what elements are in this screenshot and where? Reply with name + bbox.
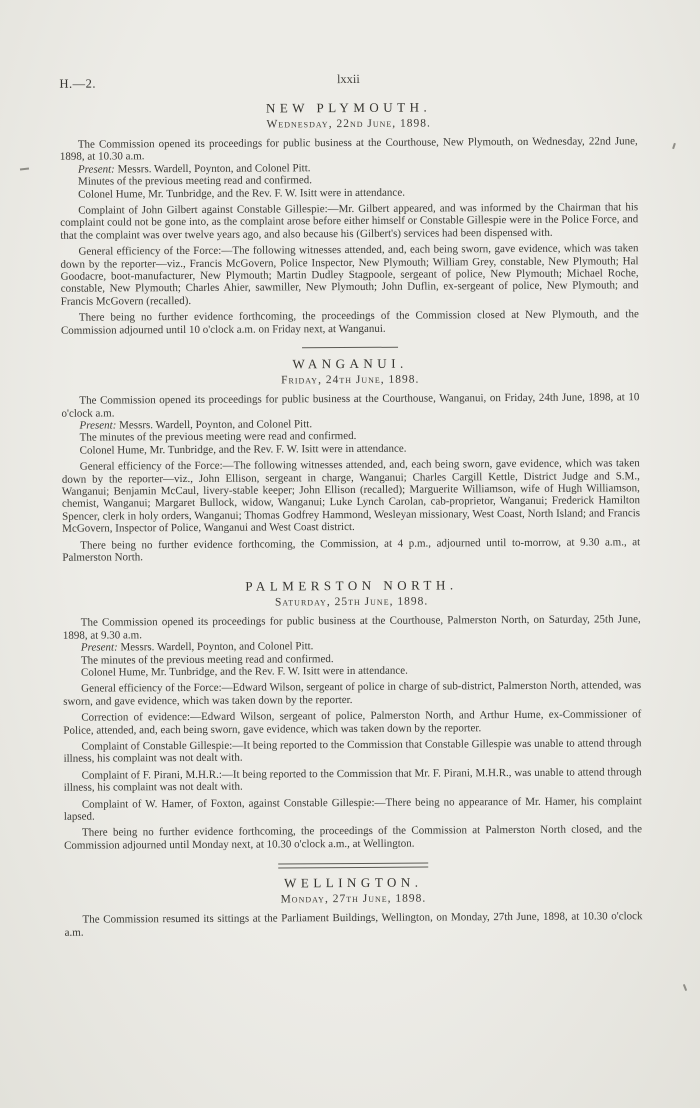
- scan-artifact: [672, 143, 676, 149]
- paragraph: The Commission opened its proceedings for public business at the Courthouse, Palmerston North, on Saturday, 25th June, 1898, at 9.30 a.m.: [62, 613, 641, 642]
- paragraph-text: Messrs. Wardell, Poynton, and Colonel Pitt.: [114, 162, 311, 176]
- paragraph: The Commission opened its proceedings for public business at the Courthouse, New Plymouth, on Wednesday, 22nd June, 1898, at 10.30 a.m.: [59, 135, 638, 164]
- section-palmerston-north: [62, 577, 642, 852]
- section-divider-double: [278, 863, 428, 869]
- paragraph: General efficiency of the Force:—The following witnesses attended, and, each being sworn, gave evidence, which was taken down by the reporter—viz., John Ellison, sergeant in charge, Wanganui; Charles Cargill Kettle, District Judge and S.M., Wanganui; Benjamin McCaul, livery-stable keeper; John Ellison (recalled); Marguerite Williamson, wife of Hugh Williamson, chemist, Wanganui; Margaret Bullock, widow, Wanganui; Luke Lynch Carolan, cab-proprietor, Wanganui; Frederick Hamilton Spencer, clerk in holy orders, Wanganui; Thomas Godfrey Hammond, Wesleyan missionary, West Coast, North Island; and Francis McGovern, Inspector of Police, Wanganui and West Coast district.: [61, 457, 641, 535]
- section-title: WANGANUI.: [292, 355, 408, 372]
- page-header: [59, 70, 637, 92]
- section-divider: [302, 347, 398, 349]
- section-title: NEW PLYMOUTH.: [265, 99, 432, 116]
- paragraph-text: Messrs. Wardell, Poynton, and Colonel Pitt.: [117, 640, 314, 654]
- paragraph: General efficiency of the Force:—The following witnesses attended, and, each being sworn, gave evidence, which was taken down by the reporter—viz., Francis McGovern, Police Inspector, New Plymouth; William Grey, constable, New Plymouth; Hal Goodacre, boot-manufacturer, New Plymouth; Martin Dudley Stagpoole, sergeant of police, New Plymouth; Michael Roche, constable, New Plymouth; Charles Ahier, sawmiller, New Plymouth; John Duflin, ex-sergeant of police, New Plymouth; and Francis McGovern (recalled).: [60, 242, 639, 308]
- section-date: Friday, 24th June, 1898.: [281, 373, 420, 387]
- paragraph: There being no further evidence forthcoming, the Commission, at 4 p.m., adjourned until to-morrow, at 9.30 a.m., at Palmerston North.: [62, 535, 641, 564]
- section-date: Wednesday, 22nd June, 1898.: [266, 117, 431, 131]
- paragraph: The minutes of the previous meeting read and confirmed.: [80, 652, 334, 667]
- page-content: [59, 70, 642, 939]
- paragraph-text: Messrs. Wardell, Poynton, and Colonel Pitt.: [116, 418, 313, 432]
- page-number: lxxii: [336, 71, 360, 87]
- scan-artifact: [20, 168, 29, 171]
- section-date: Saturday, 25th June, 1898.: [274, 595, 429, 609]
- paragraph: Correction of evidence:—Edward Wilson, sergeant of police, Palmerston North, and Arthur Hume, ex-Commissioner of Police, attended, and, each being sworn, gave evidence, which was taken down by the reporter.: [63, 708, 642, 737]
- paragraph: Complaint of John Gilbert against Constable Gillespie:—Mr. Gilbert appeared, and was informed by the Chairman that his complaint could not be gone into, as the complaint arose before either himself or Constable Gillespie were in the Police Force, and that the complaint was over twelve years ago, and also because his (Gilbert's) services had been dispensed with.: [60, 201, 639, 242]
- paragraph: General efficiency of the Force:—Edward Wilson, sergeant of police in charge of sub-district, Palmerston North, attended, was sworn, and gave evidence, which was taken down by the reporter.: [63, 679, 642, 708]
- scan-artifact: [683, 984, 687, 991]
- paragraph: The Commission opened its proceedings for public business at the Courthouse, Wanganui, on Friday, 24th June, 1898, at 10 o'clock a.m.: [61, 391, 640, 420]
- section-new-plymouth: [60, 98, 639, 337]
- section-title: WELLINGTON.: [284, 874, 423, 891]
- paragraph: Colonel Hume, Mr. Tunbridge, and the Rev. F. W. Isitt were in attendance.: [79, 442, 407, 457]
- paragraph: Complaint of Constable Gillespie:—It being reported to the Commission that Constable Gillespie was unable to attend through illness, his complaint was not dealt with.: [63, 737, 642, 766]
- paragraph: Colonel Hume, Mr. Tunbridge, and the Rev. F. W. Isitt were in attendance.: [80, 664, 408, 679]
- section-wellington: [64, 874, 642, 939]
- present-label: Present:: [80, 641, 118, 654]
- section-title: PALMERSTON NORTH.: [245, 577, 458, 595]
- paragraph: Colonel Hume, Mr. Tunbridge, and the Rev. F. W. Isitt were in attendance.: [78, 186, 405, 201]
- paragraph: Minutes of the previous meeting read and confirmed.: [77, 174, 313, 188]
- document-reference: H.—2.: [59, 76, 96, 91]
- present-label: Present:: [79, 419, 117, 432]
- section-wanganui: [61, 354, 640, 564]
- paragraph: The Commission resumed its sittings at the Parliament Buildings, Wellington, on Monday, 27th June, 1898, at 10.30 o'clock a.m.: [64, 910, 643, 939]
- paragraph: There being no further evidence forthcoming, the proceedings of the Commission at Palmerston North closed, and the Commission adjourned until Monday next, at 10.30 o'clock a.m., at Wellington.: [64, 823, 643, 852]
- paragraph: There being no further evidence forthcoming, the proceedings of the Commission closed at New Plymouth, and the Commission adjourned until 10 o'clock a.m. on Friday next, at Wanganui.: [60, 308, 639, 337]
- paragraph: The minutes of the previous meeting were read and confirmed.: [79, 430, 357, 444]
- section-date: Monday, 27th June, 1898.: [280, 892, 427, 906]
- paragraph: Complaint of F. Pirani, M.H.R.:—It being reported to the Commission that Mr. F. Pirani, M.H.R., was unable to attend through illness, his complaint was not dealt with.: [63, 766, 642, 795]
- present-label: Present:: [77, 163, 115, 176]
- paragraph: Complaint of W. Hamer, of Foxton, against Constable Gillespie:—There being no appearance of Mr. Hamer, his complaint lapsed.: [63, 794, 642, 823]
